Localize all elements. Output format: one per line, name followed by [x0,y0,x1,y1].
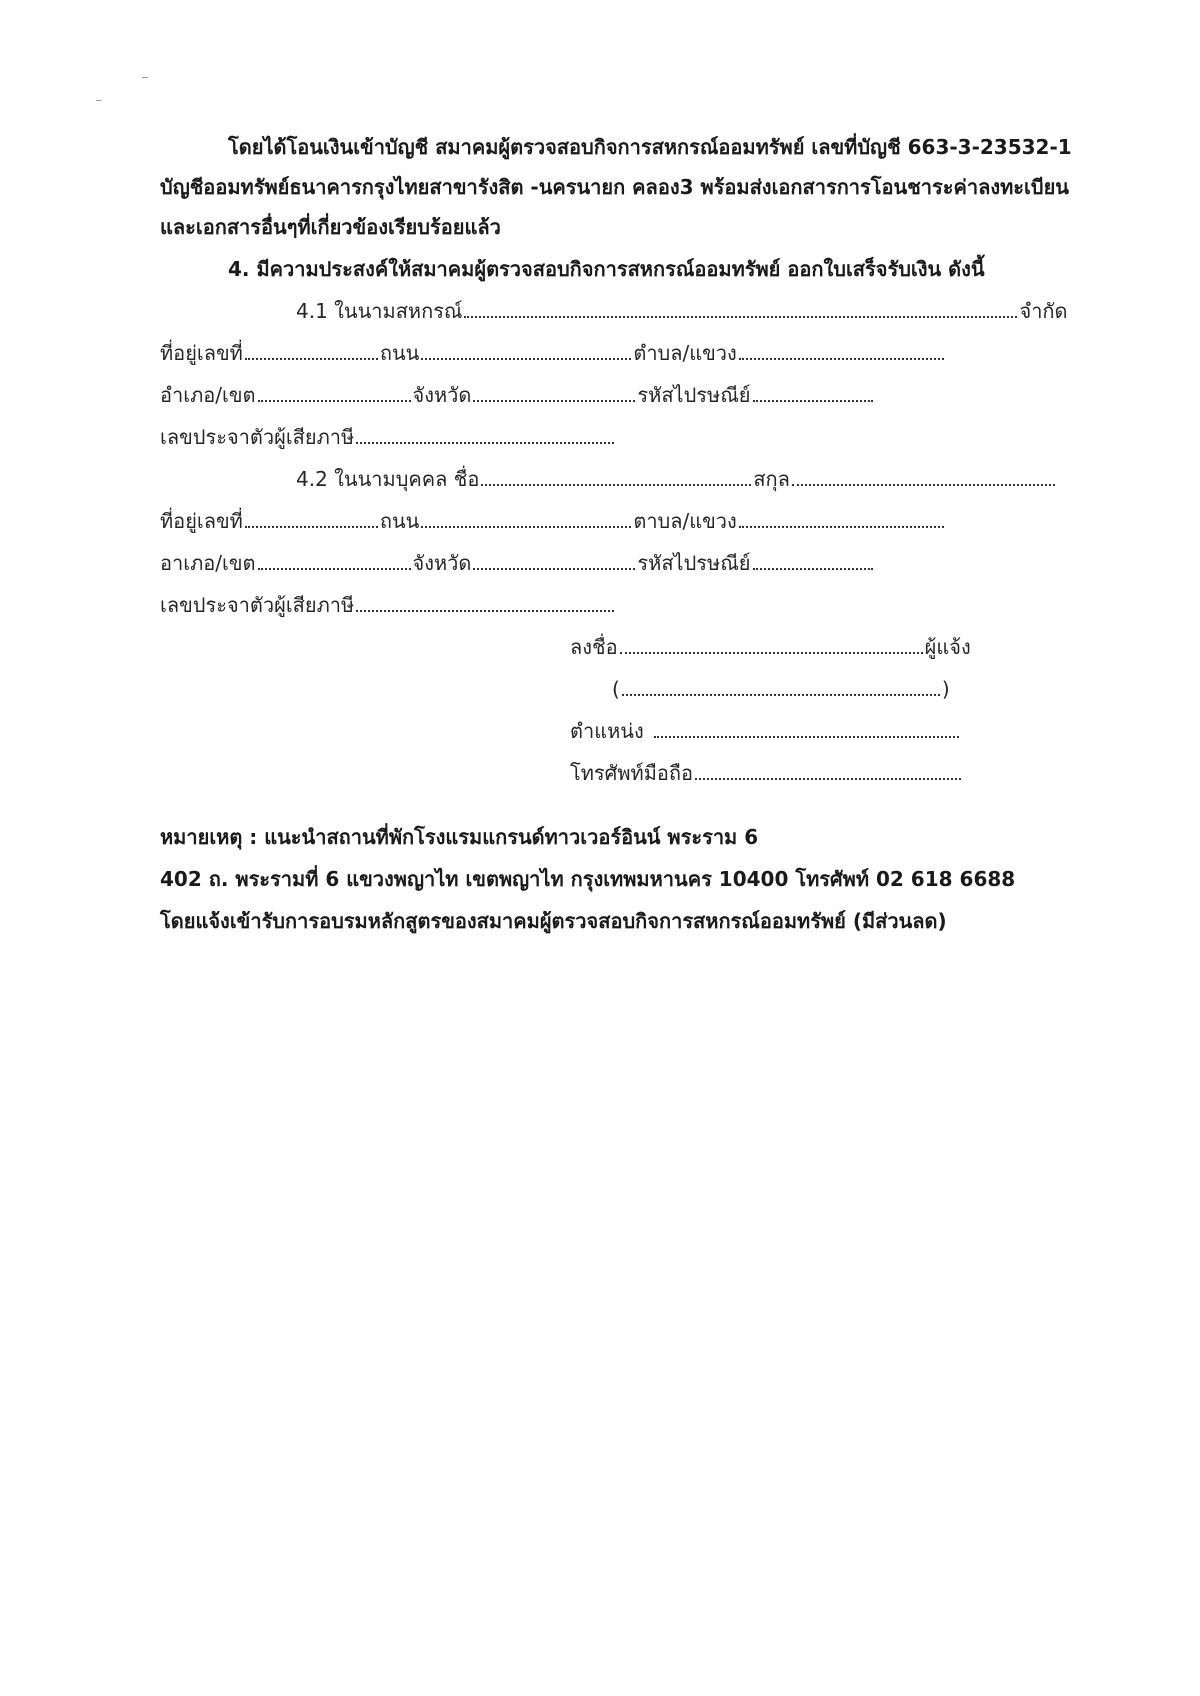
coop-taxid-label: เลขประจาตัวผู้เสียภาษี [160,425,355,449]
person-province-label: จังหวัด [412,551,472,575]
coop-subdistrict-label: ตำบล/แขวง [633,341,737,365]
coop-taxid-field[interactable] [356,424,614,444]
coop-postcode-label: รหัสไปรษณีย์ [637,383,751,407]
position-label: ตำแหน่ง [570,719,644,743]
person-district-row [160,549,875,577]
coop-district-label: อำเภอ/เขต [160,383,256,407]
coop-province-label: จังหวัด [412,383,472,407]
signature-name-field[interactable] [622,676,940,696]
person-taxid-label: เลขประจาตัวผู้เสียภาษี [160,593,355,617]
coop-address-row [160,339,946,367]
signature-label: ลงชื่อ [570,635,618,659]
note-line-2: 402 ถ. พระรามที่ 6 แขวงพญาไท เขตพญาไท กรุงเทพมหานคร 10400 โทรศัพท์ 02 618 6688 [160,867,1016,891]
person-name-label: 4.2 ในนามบุคคล ชื่อ [296,467,480,491]
person-road-field[interactable] [421,508,631,528]
mobile-row [570,759,963,787]
person-taxid-field[interactable] [356,592,614,612]
coop-road-field[interactable] [421,340,631,360]
person-name-field[interactable] [481,466,751,486]
person-subdistrict-label: ตาบล/แขวง [633,509,737,533]
mobile-field[interactable] [695,760,961,780]
scan-speck [96,100,101,101]
person-surname-field[interactable] [792,466,1055,486]
person-district-field[interactable] [258,550,411,570]
coop-taxid-row [160,423,616,451]
person-address-no-field[interactable] [245,508,378,528]
person-name-row [296,465,1057,493]
informant-label: ผู้แจ้ง [924,635,971,659]
person-province-field[interactable] [473,550,635,570]
signature-name-row [612,675,950,703]
person-subdistrict-field[interactable] [739,508,944,528]
coop-district-field[interactable] [258,382,411,402]
coop-address-no-label: ที่อยู่เลขที่ [160,341,243,365]
section-4-heading: 4. มีความประสงค์ให้สมาคมผู้ตรวจสอบกิจการสหกรณ์ออมทรัพย์ ออกใบเสร็จรับเงิน ดังนี้ [228,257,985,281]
coop-district-row [160,381,875,409]
position-field[interactable] [654,718,959,738]
scan-speck [142,77,148,78]
signature-row [570,633,971,661]
paragraph-line-1: โดยได้โอนเงินเข้าบัญชี สมาคมผู้ตรวจสอบกิจการสหกรณ์ออมทรัพย์ เลขที่บัญชี 663-3-23532-1 [228,135,1072,159]
mobile-label: โทรศัพท์มือถือ [570,761,694,785]
coop-limited-label: จำกัด [1019,299,1068,323]
note-line-3: โดยแจ้งเข้ารับการอบรมหลักสูตรของสมาคมผู้ตรวจสอบกิจการสหกรณ์ออมทรัพย์ (มีส่วนลด) [160,909,947,933]
paragraph-line-3: และเอกสารอื่นๆที่เกี่ยวข้องเรียบร้อยแล้ว [160,215,501,239]
person-postcode-label: รหัสไปรษณีย์ [637,551,751,575]
coop-address-no-field[interactable] [245,340,378,360]
coop-subdistrict-field[interactable] [739,340,944,360]
open-paren: ( [612,677,620,701]
person-address-no-label: ที่อยู่เลขที่ [160,509,243,533]
coop-name-row [296,297,1068,325]
signature-field[interactable] [620,634,923,654]
coop-name-field[interactable] [464,298,1017,318]
coop-postcode-field[interactable] [753,382,873,402]
person-surname-label: สกุล [753,467,790,491]
coop-name-label: 4.1 ในนามสหกรณ์ [296,299,463,323]
position-row [570,717,961,745]
coop-road-label: ถนน [379,341,420,365]
coop-province-field[interactable] [473,382,635,402]
close-paren: ) [941,677,950,701]
person-district-label: อาเภอ/เขต [160,551,256,575]
paragraph-line-2: บัญชีออมทรัพย์ธนาคารกรุงไทยสาขารังสิต -นครนายก คลอง3 พร้อมส่งเอกสารการโอนชาระค่าลงทะเบียน [160,175,1069,199]
note-line-1: หมายเหตุ : แนะนำสถานที่พักโรงแรมแกรนด์ทาวเวอร์อินน์ พระราม 6 [160,825,759,849]
person-taxid-row [160,591,616,619]
person-address-row [160,507,946,535]
person-postcode-field[interactable] [753,550,873,570]
person-road-label: ถนน [379,509,420,533]
